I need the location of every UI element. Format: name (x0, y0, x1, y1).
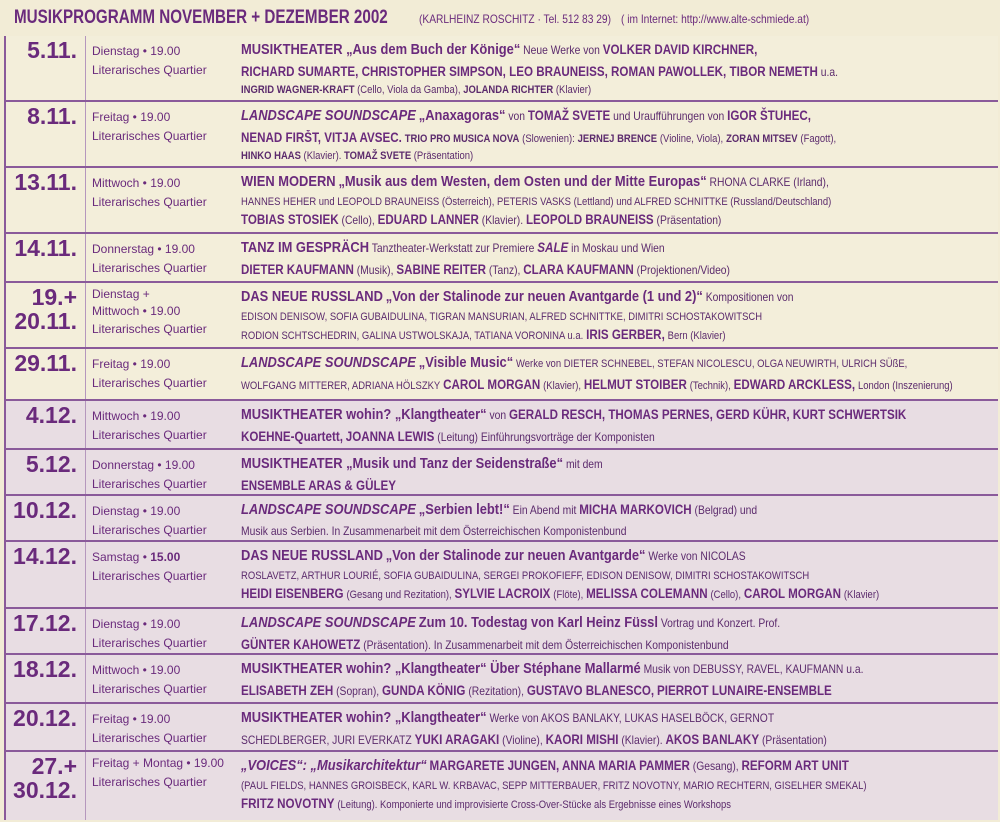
event-text: (Klavier). (621, 732, 663, 747)
event-text: HANNES HEHER und LEOPOLD BRAUNEISS (Österreich), PETERIS VASKS (Lettland) und ALFRED SCHNITTKE (Russland/Deutschland) (241, 195, 832, 208)
event-title: MUSIKTHEATER „Aus dem Buch der Könige“ (241, 41, 521, 58)
event-text: Musik von DEBUSSY, RAVEL, KAUFMANN u.a. (643, 662, 864, 676)
performer: IGOR ŠTUHEC, (727, 108, 812, 123)
performer: GERALD RESCH, THOMAS PERNES, GERD KÜHR, KURT SCHWERTSIK (508, 407, 907, 422)
event-text: u.a. (820, 64, 838, 79)
performer: JOANNA LEWIS (345, 428, 435, 444)
ensemble: TRIO PRO MUSICA NOVA (404, 132, 520, 145)
event-day: Mittwoch • 19.00 (92, 409, 181, 423)
event-text: (Flöte), (553, 589, 584, 601)
ensemble: PIERROT LUNAIRE-ENSEMBLE (656, 682, 832, 698)
event-title: MUSIKTHEATER „Musik und Tanz der Seidenstraße“ (241, 455, 564, 472)
event-details (241, 102, 998, 166)
event-details (241, 609, 998, 653)
event-text: (Fagott), (800, 132, 837, 145)
event-row (6, 168, 998, 234)
event-text: (Violine, Viola), (659, 132, 724, 145)
event-title: „Von der Stalinode zur neuen Avantgarde“ (385, 547, 646, 564)
performer: HEIDI EISENBERG (241, 586, 344, 601)
event-row (6, 283, 998, 349)
event-text: (Gesang), (692, 759, 739, 773)
ensemble: ENSEMBLE ARAS & GÜLEY (241, 477, 397, 493)
event-details (241, 450, 998, 494)
event-details (241, 349, 998, 399)
event-text: (Klavier) (555, 83, 592, 96)
event-text: (Klavier), (543, 379, 582, 392)
event-day: Mittwoch • 19.00 (92, 176, 181, 190)
event-text: (Gesang und Rezitation), (346, 589, 452, 601)
event-date: 17.12. (6, 609, 86, 653)
performer: DIETER KAUFMANN (241, 261, 354, 277)
event-text: (Klavier). (303, 149, 342, 162)
event-details (241, 401, 998, 448)
event-series: LANDSCAPE SOUNDSCAPE (241, 501, 416, 518)
performer: TOMAŽ SVETE (527, 108, 611, 123)
event-details (241, 283, 998, 347)
event-time: 15.00 (150, 550, 181, 564)
event-venue: Literarisches Quartier (92, 476, 207, 491)
event-text: (Leitung) Einführungsvorträge der Komponisten (437, 429, 655, 444)
event-text: (Klavier) (843, 589, 880, 601)
event-venue: Literarisches Quartier (92, 568, 207, 583)
event-text: Werke von NICOLAS (648, 549, 746, 563)
event-date: 14.12. (6, 542, 86, 607)
event-day: Mittwoch • 19.00 (92, 304, 181, 319)
event-text: (Präsentation) (761, 732, 827, 747)
event-text: Vortrag und Konzert. Prof. (660, 616, 781, 630)
event-date: 8.11. (6, 102, 86, 166)
event-text: Bern (Klavier) (667, 330, 726, 342)
event-date: 29.11. (6, 349, 86, 399)
event-row (6, 102, 998, 168)
event-row (6, 450, 998, 496)
event-day: Freitag • 19.00 (92, 357, 171, 371)
header (0, 0, 1000, 36)
performer: HELMUT STOIBER (583, 376, 687, 392)
performer: EDUARD LANNER (377, 212, 479, 227)
event-date: 13.11. (6, 168, 86, 232)
event-row (6, 655, 998, 704)
event-day: Dienstag • 19.00 (92, 504, 181, 518)
event-row (6, 609, 998, 655)
event-time-venue (86, 283, 241, 347)
event-day: Freitag • 19.00 (92, 110, 171, 124)
event-venue: Literarisches Quartier (92, 128, 207, 143)
event-venue: Literarisches Quartier (92, 194, 207, 209)
performer: FRITZ NOVOTNY (241, 796, 335, 811)
event-text: RODION SCHTSCHEDRIN, GALINA USTWOLSKAJA, TATIANA VORONINA u.a. (241, 330, 584, 342)
event-text: (PAUL FIELDS, HANNES GROISBECK, KARL W. KRBAVAC, SEPP MITTERBAUER, FRITZ NOVOTNY, MARIO RECHTERN, GISELHER SMEKAL) (241, 779, 867, 792)
event-text: (Klavier). (481, 213, 524, 227)
performer: KAORI MISHI (545, 731, 619, 747)
event-details (241, 496, 998, 540)
performer: SABINE REITER (396, 261, 486, 277)
event-text: Ein Abend mit (512, 503, 577, 517)
event-title: MUSIKTHEATER wohin? „Klangtheater“ Über Stéphane Mallarmé (241, 660, 641, 677)
event-date (6, 752, 86, 820)
event-text: (Projektionen/Video) (636, 262, 730, 277)
event-day: Dienstag + (92, 287, 150, 301)
event-text: (Tanz), (488, 262, 521, 277)
event-details (241, 752, 998, 820)
event-series: LANDSCAPE SOUNDSCAPE (241, 107, 416, 124)
event-title: Zum 10. Todestag von Karl Heinz Füssl (418, 614, 658, 631)
event-date: 20.12. (6, 704, 86, 750)
event-venue: Literarisches Quartier (92, 62, 207, 77)
event-text: SCHEDLBERGER, JURI EVERKATZ (241, 732, 412, 747)
performer: TOMAŽ SVETE (344, 149, 412, 162)
performer: GUSTAVO BLANESCO, (526, 682, 655, 698)
event-venue: Literarisches Quartier (92, 522, 207, 537)
event-day: Mittwoch • 19.00 (92, 663, 181, 677)
event-row (6, 401, 998, 450)
event-title: „Von der Stalinode zur neuen Avantgarde (1 und 2)“ (385, 288, 703, 305)
event-venue: Literarisches Quartier (92, 635, 207, 650)
event-time-venue (86, 401, 241, 448)
performer: ELISABETH ZEH (241, 682, 334, 698)
event-day: Dienstag • 19.00 (92, 44, 181, 58)
event-title: „Serbien lebt!“ (418, 501, 510, 518)
event-day: Donnerstag • 19.00 (92, 242, 195, 256)
event-date-end: 30.12. (13, 777, 77, 804)
event-time-venue (86, 496, 241, 540)
event-text: Musik aus Serbien. In Zusammenarbeit mit dem Österreichischen Komponistenbund (241, 523, 627, 538)
event-series: LANDSCAPE SOUNDSCAPE (241, 354, 416, 371)
production-title: SALE (537, 240, 569, 255)
event-time-venue (86, 704, 241, 750)
event-text: RHONA CLARKE (Irland), (709, 175, 829, 189)
event-time-venue (86, 542, 241, 607)
event-day: Freitag + Montag • 19.00 (92, 756, 224, 770)
event-text: (Violine), (502, 732, 543, 747)
website-info: ( im Internet: http://www.alte-schmiede.at) (621, 12, 810, 26)
performer: EDWARD ARCKLESS, (733, 376, 856, 392)
event-day: Freitag • 19.00 (92, 712, 171, 726)
event-date: 10.12. (6, 496, 86, 540)
event-text: (Leitung). Komponierte und improvisierte Cross-Over-Stücke als Ergebnisse eines Workshops (337, 799, 732, 811)
event-date-end: 20.11. (14, 308, 77, 335)
event-day-label: Samstag • (92, 550, 147, 564)
event-date: 4.12. (6, 401, 86, 448)
event-venue: Literarisches Quartier (92, 260, 207, 275)
performer: TOBIAS STOSIEK (241, 212, 339, 227)
event-text: Werke von DIETER SCHNEBEL, STEFAN NICOLESCU, OLGA NEUWIRTH, ULRICH SÜßE, (516, 358, 908, 370)
event-text: in Moskau und Wien (571, 241, 665, 255)
event-details (241, 704, 998, 750)
event-date: 14.11. (6, 234, 86, 281)
performer: MARGARETE JUNGEN, ANNA MARIA PAMMER (429, 758, 690, 773)
performer: AKOS BANLAKY (665, 731, 760, 747)
event-row (6, 496, 998, 542)
performer: CAROL MORGAN (443, 376, 541, 392)
event-text: (Sopran), (336, 683, 380, 698)
event-text: ROSLAVETZ, ARTHUR LOURIÉ, SOFIA GUBAIDULINA, SERGEI PROKOFIEFF, EDISON DENISOW, DIMITRI SCHOSTAKOWITSCH (241, 569, 810, 582)
event-text: (Präsentation) (413, 149, 474, 162)
performer: CAROL MORGAN (743, 586, 842, 601)
event-date (6, 283, 86, 347)
contact-info: (KARLHEINZ ROSCHITZ · Tel. 512 83 29) (419, 12, 612, 26)
event-time-venue (86, 36, 241, 100)
event-details (241, 168, 998, 232)
event-text: mit dem (565, 457, 603, 471)
event-title: „Visible Music“ (418, 354, 514, 371)
performer: CLARA KAUFMANN (523, 261, 634, 277)
event-date-start: 27.+ (31, 753, 77, 779)
event-venue: Literarisches Quartier (92, 321, 207, 336)
event-text: (Musik), (356, 262, 394, 277)
page-title: MUSIKPROGRAMM NOVEMBER + DEZEMBER 2002 (14, 7, 388, 28)
performer: VOLKER DAVID KIRCHNER, (602, 42, 758, 57)
event-title: „Musik aus dem Westen, dem Osten und der Mitte Europas“ (338, 173, 707, 190)
event-time-venue (86, 349, 241, 399)
event-text: von (508, 109, 526, 123)
event-text: (Slowenien): (522, 132, 575, 145)
event-date: 18.12. (6, 655, 86, 702)
ensemble: REFORM ART UNIT (741, 758, 849, 773)
event-day: Donnerstag • 19.00 (92, 458, 195, 472)
event-text: WOLFGANG MITTERER, ADRIANA HÖLSZKY (241, 379, 441, 392)
event-series: DAS NEUE RUSSLAND (241, 547, 383, 564)
event-time-venue (86, 234, 241, 281)
performer: NENAD FIRŠT, VITJA AVSEC. (241, 129, 402, 145)
event-text: (Präsentation). In Zusammenarbeit mit dem Österreichischen Komponistenbund (363, 637, 729, 652)
performer: INGRID WAGNER-KRAFT (241, 83, 355, 96)
event-text: Werke von AKOS BANLAKY, LUKAS HASELBÖCK, GERNOT (489, 711, 775, 725)
event-title: TANZ IM GESPRÄCH (241, 239, 370, 256)
event-table (4, 36, 998, 820)
performer: SYLVIE LACROIX (454, 586, 551, 601)
performer: GÜNTER KAHOWETZ (241, 636, 361, 652)
performer: MICHA MARKOVICH (579, 502, 692, 517)
performer: IRIS GERBER, (586, 327, 665, 342)
event-text: London (Inszenierung) (858, 379, 953, 392)
event-text: und Uraufführungen von (613, 109, 725, 123)
event-text: Tanztheater-Werkstatt zur Premiere (371, 241, 535, 255)
performer: GUNDA KÖNIG (382, 682, 466, 698)
event-venue: Literarisches Quartier (92, 774, 207, 789)
event-text: von (489, 408, 507, 422)
event-venue: Literarisches Quartier (92, 427, 207, 442)
event-row (6, 542, 998, 609)
event-details (241, 234, 998, 281)
event-row (6, 234, 998, 283)
event-text: Neue Werke von (523, 43, 600, 57)
event-details (241, 542, 998, 607)
performer: HINKO HAAS (241, 149, 301, 162)
performer: ZORAN MITSEV (726, 132, 798, 145)
event-text: (Belgrad) und (694, 503, 758, 517)
event-time-venue (86, 102, 241, 166)
event-time-venue (86, 752, 241, 820)
event-series: LANDSCAPE SOUNDSCAPE (241, 614, 416, 631)
event-venue: Literarisches Quartier (92, 730, 207, 745)
event-series: WIEN MODERN (241, 173, 336, 190)
event-text: (Cello, Viola da Gamba), (357, 83, 461, 96)
performer: RICHARD SUMARTE, CHRISTOPHER SIMPSON, LEO BRAUNEISS, ROMAN PAWOLLEK, TIBOR NEMETH (241, 63, 818, 79)
performer: YUKI ARAGAKI (414, 731, 500, 747)
event-venue: Literarisches Quartier (92, 375, 207, 390)
event-row (6, 752, 998, 820)
event-time-venue (86, 655, 241, 702)
event-text: (Technik), (689, 379, 731, 392)
event-venue: Literarisches Quartier (92, 681, 207, 696)
event-date: 5.12. (6, 450, 86, 494)
performer: JOLANDA RICHTER (463, 83, 554, 96)
event-day (92, 548, 241, 567)
event-text: (Präsentation) (656, 213, 722, 227)
performer: MELISSA COLEMANN (586, 586, 708, 601)
event-text: (Cello), (341, 213, 375, 227)
event-details (241, 36, 998, 100)
event-row (6, 349, 998, 401)
event-text: EDISON DENISOW, SOFIA GUBAIDULINA, TIGRAN MANSURIAN, ALFRED SCHNITTKE, DIMITRI SCHOSTAKOWITSCH (241, 310, 763, 323)
event-text: Kompositionen von (705, 290, 794, 304)
event-title: „Anaxagoras“ (418, 107, 506, 124)
event-time-venue (86, 609, 241, 653)
event-title: MUSIKTHEATER wohin? „Klangtheater“ (241, 709, 487, 726)
event-day: Dienstag • 19.00 (92, 617, 181, 631)
event-row (6, 704, 998, 752)
event-details (241, 655, 998, 702)
event-title: „VOICES“: „Musikarchitektur“ (241, 757, 427, 774)
event-row (6, 36, 998, 102)
event-series: DAS NEUE RUSSLAND (241, 288, 383, 305)
event-text: (Rezitation), (468, 683, 524, 698)
ensemble: KOEHNE-Quartett, (241, 428, 343, 444)
event-date: 5.11. (6, 36, 86, 100)
event-date-start: 19.+ (31, 284, 77, 310)
performer: JERNEJ BRENCE (577, 132, 658, 145)
event-time-venue (86, 450, 241, 494)
event-time-venue (86, 168, 241, 232)
event-text: (Cello), (710, 589, 741, 601)
performer: LEOPOLD BRAUNEISS (525, 212, 654, 227)
event-title: MUSIKTHEATER wohin? „Klangtheater“ (241, 406, 487, 423)
